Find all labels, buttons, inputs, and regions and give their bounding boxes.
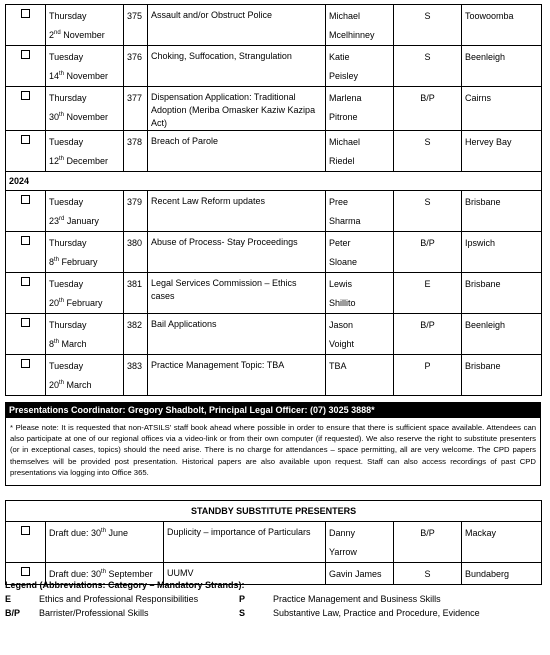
session-checkbox[interactable] (6, 232, 46, 273)
legend-title: Legend (Abbreviations: Category – Mandatory Strands): (5, 580, 245, 590)
session-checkbox[interactable] (6, 46, 46, 87)
session-date: Thursday 30th November (46, 87, 124, 131)
session-category: P (394, 355, 462, 396)
checkbox-icon[interactable] (21, 359, 30, 368)
session-location: Hervey Bay (462, 131, 542, 172)
year-label: 2024 (6, 172, 542, 191)
standby-topic: UUMV (164, 563, 326, 585)
session-location: Brisbane (462, 273, 542, 314)
session-location: Beenleigh (462, 314, 542, 355)
standby-row (6, 522, 542, 563)
legend-row (5, 606, 541, 620)
session-topic: Assault and/or Obstruct Police (148, 5, 326, 46)
standby-location: Mackay (462, 522, 542, 563)
session-number: 376 (124, 46, 148, 87)
standby-category: S (394, 563, 462, 585)
session-category: B/P (394, 232, 462, 273)
session-category: S (394, 5, 462, 46)
standby-presenter: Gavin James (326, 563, 394, 585)
session-date: Thursday 8th March (46, 314, 124, 355)
session-checkbox[interactable] (6, 131, 46, 172)
standby-presenter: Danny Yarrow (326, 522, 394, 563)
session-location: Brisbane (462, 355, 542, 396)
legend-key: P (239, 594, 246, 604)
session-row (6, 191, 542, 232)
session-number: 378 (124, 131, 148, 172)
session-row (6, 314, 542, 355)
legend-key: E (5, 594, 12, 604)
standby-category: B/P (394, 522, 462, 563)
session-date: Thursday 2nd November (46, 5, 124, 46)
checkbox-icon[interactable] (21, 195, 30, 204)
legend-value: Practice Management and Business Skills (273, 594, 441, 604)
year-row (6, 172, 542, 191)
session-row (6, 273, 542, 314)
checkbox-icon[interactable] (21, 526, 30, 535)
session-number: 382 (124, 314, 148, 355)
session-checkbox[interactable] (6, 191, 46, 232)
presentations-coordinator-banner: Presentations Coordinator: Gregory Shadbolt, Principal Legal Officer: (07) 3025 3888* (5, 402, 541, 418)
checkbox-icon[interactable] (21, 567, 30, 576)
session-number: 381 (124, 273, 148, 314)
session-category: E (394, 273, 462, 314)
session-row (6, 355, 542, 396)
standby-header: STANDBY SUBSTITUTE PRESENTERS (6, 501, 542, 522)
session-location: Toowoomba (462, 5, 542, 46)
session-topic: Practice Management Topic: TBA (148, 355, 326, 396)
session-date: Tuesday 14th November (46, 46, 124, 87)
legend-key: S (239, 608, 246, 618)
session-category: S (394, 191, 462, 232)
session-row (6, 131, 542, 172)
session-presenter: Michael Mcelhinney (326, 5, 394, 46)
schedule-wrapper (5, 4, 541, 585)
session-category: S (394, 131, 462, 172)
session-number: 375 (124, 5, 148, 46)
session-presenter: Michael Riedel (326, 131, 394, 172)
standby-table (5, 500, 542, 585)
session-location: Ipswich (462, 232, 542, 273)
legend (5, 580, 541, 620)
session-presenter: Peter Sloane (326, 232, 394, 273)
session-presenter: Katie Peisley (326, 46, 394, 87)
legend-value: Ethics and Professional Responsibilities (39, 594, 199, 604)
session-date: Tuesday 20th February (46, 273, 124, 314)
legend-value: Substantive Law, Practice and Procedure, Evidence (273, 608, 480, 618)
session-checkbox[interactable] (6, 314, 46, 355)
session-presenter: Lewis Shillito (326, 273, 394, 314)
session-date: Tuesday 12th December (46, 131, 124, 172)
session-topic: Recent Law Reform updates (148, 191, 326, 232)
session-checkbox[interactable] (6, 87, 46, 131)
session-number: 380 (124, 232, 148, 273)
checkbox-icon[interactable] (21, 236, 30, 245)
session-number: 377 (124, 87, 148, 131)
session-topic: Legal Services Commission – Ethics cases (148, 273, 326, 314)
legend-value: Barrister/Professional Skills (39, 608, 149, 618)
standby-location: Bundaberg (462, 563, 542, 585)
checkbox-icon[interactable] (21, 318, 30, 327)
checkbox-icon[interactable] (21, 277, 30, 286)
standby-draft-due: Draft due: 30th June (46, 522, 164, 563)
session-date: Tuesday 20th March (46, 355, 124, 396)
standby-draft-due: Draft due: 30th September (46, 563, 164, 585)
session-date: Tuesday 23rd January (46, 191, 124, 232)
legend-key: B/P (5, 608, 21, 618)
session-row (6, 87, 542, 131)
session-checkbox[interactable] (6, 5, 46, 46)
session-presenter: Jason Voight (326, 314, 394, 355)
booking-note: * Please note: It is requested that non-ATSILS’ staff book ahead where possible in order to ensure that there is sufficient space available. Attendees can also participate at one of our regional offices via a video-link or from their own computer (if requested). We also reserve the right to substitute presenters (or in exceptional cases, topics) should the need arise. There is no charge for attendances – space permitting, all are very welcome. The CPD papers themselves will be provided post presentation. Historical papers are also available upon request. Staff can also access recordings of past CPD presentations via logging into Office 365. (5, 418, 541, 486)
checkbox-icon[interactable] (21, 9, 30, 18)
session-presenter: Marlena Pitrone (326, 87, 394, 131)
session-date: Thursday 8th February (46, 232, 124, 273)
session-topic: Dispensation Application: Traditional Adoption (Meriba Omasker Kaziw Kazipa Act) (148, 87, 326, 131)
session-topic: Choking, Suffocation, Strangulation (148, 46, 326, 87)
standby-topic: Duplicity – importance of Particulars (164, 522, 326, 563)
standby-checkbox[interactable] (6, 522, 46, 563)
session-number: 379 (124, 191, 148, 232)
session-checkbox[interactable] (6, 355, 46, 396)
session-category: B/P (394, 314, 462, 355)
session-topic: Abuse of Process- Stay Proceedings (148, 232, 326, 273)
session-location: Beenleigh (462, 46, 542, 87)
session-topic: Bail Applications (148, 314, 326, 355)
checkbox-icon[interactable] (21, 135, 30, 144)
session-checkbox[interactable] (6, 273, 46, 314)
checkbox-icon[interactable] (21, 50, 30, 59)
session-row (6, 232, 542, 273)
session-presenter: TBA (326, 355, 394, 396)
schedule-table (5, 4, 542, 396)
session-location: Brisbane (462, 191, 542, 232)
checkbox-icon[interactable] (21, 91, 30, 100)
legend-row (5, 592, 541, 606)
session-topic: Breach of Parole (148, 131, 326, 172)
session-row (6, 5, 542, 46)
session-category: B/P (394, 87, 462, 131)
session-number: 383 (124, 355, 148, 396)
session-presenter: Pree Sharma (326, 191, 394, 232)
session-category: S (394, 46, 462, 87)
session-location: Cairns (462, 87, 542, 131)
standby-header-row (6, 501, 542, 522)
session-row (6, 46, 542, 87)
